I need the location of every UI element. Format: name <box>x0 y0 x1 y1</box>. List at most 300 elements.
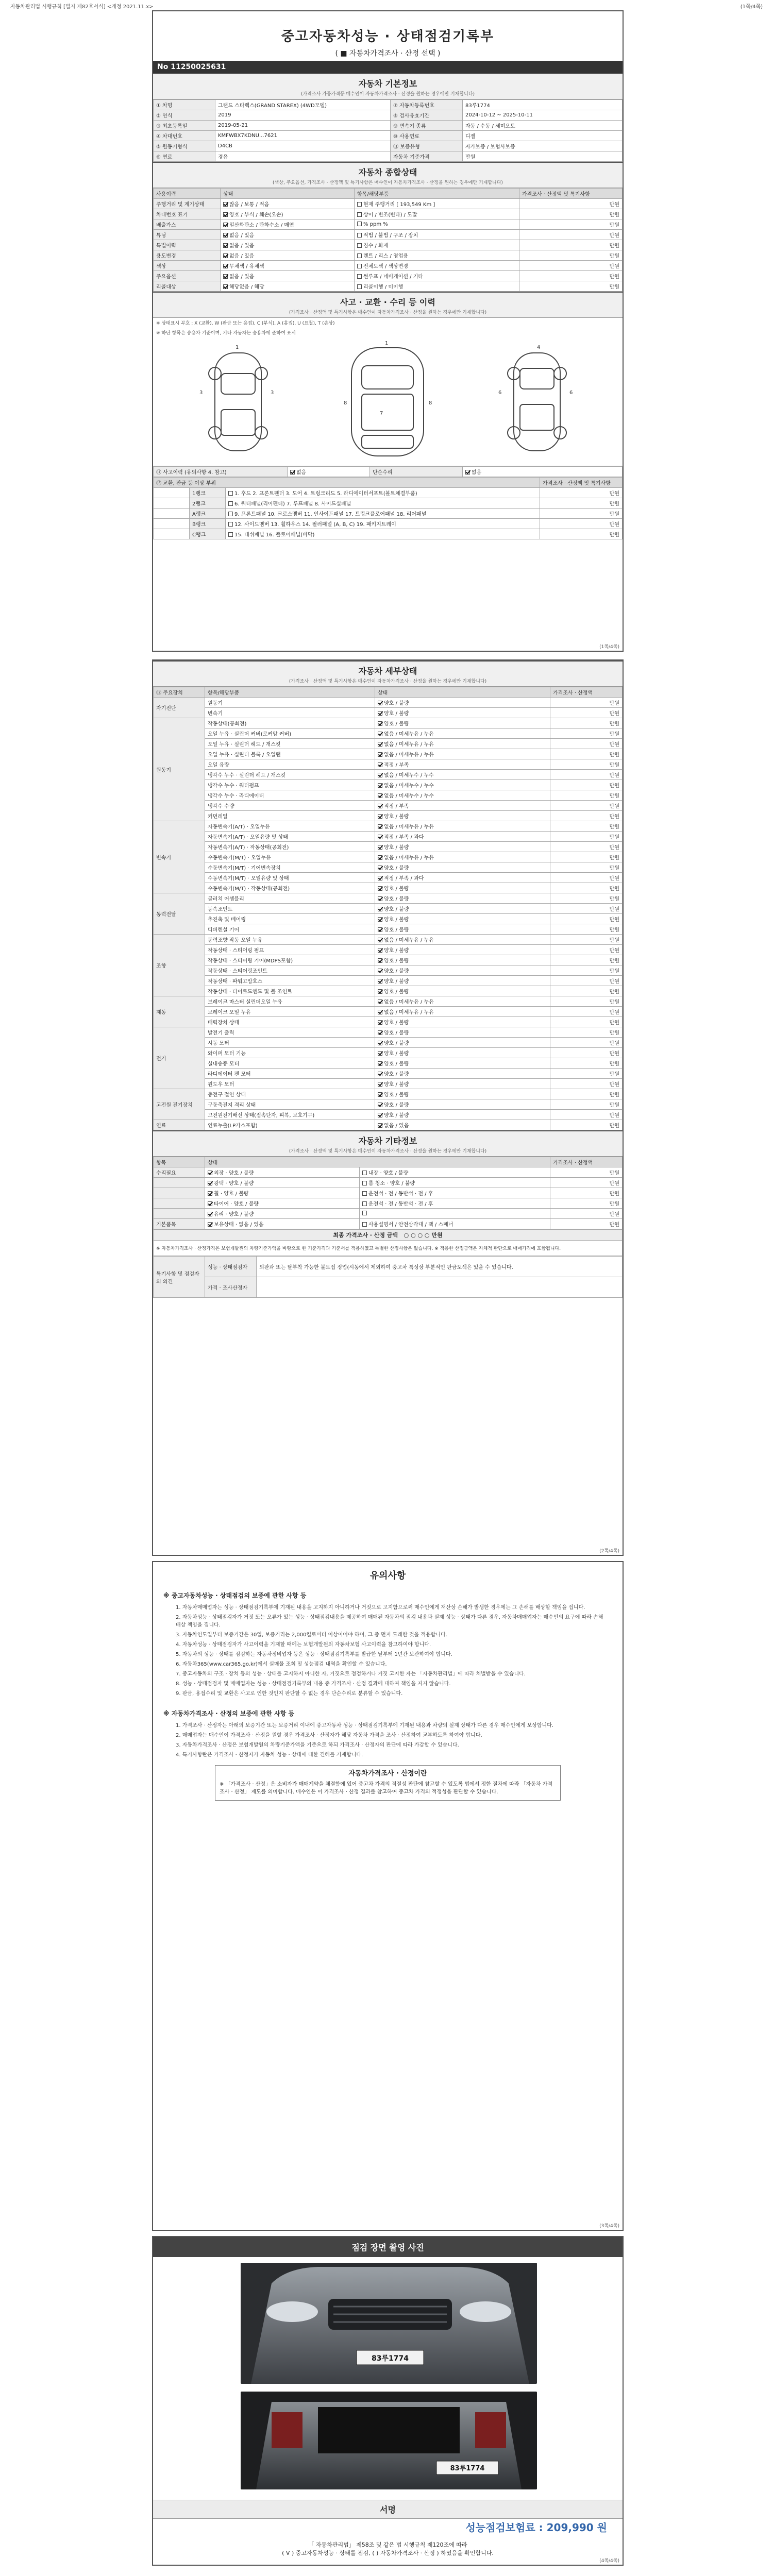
overall-row <box>154 209 623 219</box>
checkbox-icon <box>223 202 228 207</box>
detail-price: 만원 <box>550 718 623 728</box>
overall-state: 없음 / 있음 <box>221 271 355 281</box>
detail-price: 만원 <box>550 1038 623 1048</box>
detail-item: 라디에이터 팬 모터 <box>205 1069 375 1079</box>
overall-header: 상태 <box>221 189 355 199</box>
detail-row <box>154 759 623 770</box>
detail-state: 양호 / 불량 <box>375 1058 550 1069</box>
basic-value: 2019-05-21 <box>215 121 391 131</box>
rank-name: 1랭크 <box>190 488 226 498</box>
detail-item: 원동기 <box>205 698 375 708</box>
checkbox-icon <box>228 522 233 527</box>
top-line <box>10 2 763 9</box>
overall-label: 주요옵션 <box>154 271 221 281</box>
checkbox-icon <box>378 1020 382 1025</box>
etc-state-a: 광택 · 양호 / 불량 <box>205 1178 360 1188</box>
overall-detail: 적법 / 불법 / 구조 / 장치 <box>355 230 519 240</box>
detail-group: 변속기 <box>154 821 205 893</box>
detail-price: 만원 <box>550 842 623 852</box>
checkbox-icon <box>378 876 382 880</box>
detail-price: 만원 <box>550 1099 623 1110</box>
checkbox-icon <box>378 989 382 994</box>
accident-legend: ※ 상태표시 부호 : X (교환), W (판금 또는 용접), C (부식), A (흠집), U (요철), T (손상) <box>156 321 335 326</box>
detail-price: 만원 <box>550 1089 623 1099</box>
etc-group <box>154 1209 205 1219</box>
detail-price: 만원 <box>550 883 623 893</box>
notice-item: 2. 자동차성능 · 상태점검자가 거짓 또는 오류가 있는 성능 · 상태점검내용을 제공하여 매매된 자동차의 점검 내용과 실제 성능 · 상태가 다른 경우, 자동차매매업자는 매수인의 요구에 따라 손해배상 책임을 집니다. <box>176 1615 603 1628</box>
detail-price: 만원 <box>550 914 623 924</box>
detail-group: 고전원 전기장치 <box>154 1089 205 1120</box>
checkbox-icon <box>228 491 233 496</box>
fee-label: 성능점검보험료 : <box>465 2521 543 2534</box>
basic-label: ⑩ 사용연료 <box>391 131 463 141</box>
car-front-image <box>241 2263 537 2384</box>
detail-row <box>154 718 623 728</box>
detail-group: 제동 <box>154 996 205 1027</box>
detail-row <box>154 986 623 996</box>
detail-row <box>154 873 623 883</box>
page-3 <box>152 1561 624 2231</box>
checkbox-icon <box>357 274 362 279</box>
detail-item: 추진축 및 베어링 <box>205 914 375 924</box>
accident-history-value: 없음 <box>288 467 370 477</box>
detail-item: 수동변속기(M/T) · 오일유량 및 상태 <box>205 873 375 883</box>
detail-state: 없음 / 미세누유 / 누유 <box>375 739 550 749</box>
accident-history-table <box>153 466 623 477</box>
checkbox-icon <box>378 701 382 705</box>
checkbox-icon <box>223 284 228 289</box>
detail-state: 양호 / 불량 <box>375 904 550 914</box>
detail-price: 만원 <box>550 873 623 883</box>
detail-price: 만원 <box>550 1120 623 1130</box>
detail-price: 만원 <box>550 708 623 718</box>
detail-state: 양호 / 불량 <box>375 1027 550 1038</box>
detail-state: 양호 / 불량 <box>375 924 550 935</box>
accident-title: 사고 · 교환 · 수리 등 이력 <box>153 292 623 309</box>
detail-item: 실내송풍 모터 <box>205 1058 375 1069</box>
etc-header: 상태 <box>205 1157 550 1167</box>
rank-table <box>153 477 623 539</box>
checkbox-icon <box>228 532 233 537</box>
detail-state: 적정 / 부족 / 과다 <box>375 873 550 883</box>
checkbox-icon <box>378 1061 382 1066</box>
detail-group: 조향 <box>154 935 205 996</box>
etc-state-a: 외장 · 양호 / 불량 <box>205 1167 360 1178</box>
etc-group <box>154 1198 205 1209</box>
detail-state: 양호 / 불량 <box>375 708 550 718</box>
detail-price: 만원 <box>550 759 623 770</box>
rank-name: 2랭크 <box>190 498 226 509</box>
detail-title: 자동차 세부상태 <box>153 660 623 677</box>
detail-state: 없음 / 있음 <box>375 1120 550 1130</box>
detail-item: 클러치 어셈블리 <box>205 893 375 904</box>
checkbox-icon <box>378 752 382 757</box>
detail-item: 수동변속기(M/T) · 기어변속장치 <box>205 862 375 873</box>
overall-price: 만원 <box>519 240 623 250</box>
law-line-1: 「 자동차관리법」 제58조 및 같은 법 시행규칙 제120조에 따라 <box>308 2541 467 2548</box>
detail-state: 양호 / 불량 <box>375 862 550 873</box>
overall-row <box>154 230 623 240</box>
summary-table <box>153 1229 623 1256</box>
detail-item: 오일 유량 <box>205 759 375 770</box>
detail-price: 만원 <box>550 935 623 945</box>
etc-state-a: 타이어 · 양호 / 불량 <box>205 1198 360 1209</box>
basic-label: ⑧ 검사유효기간 <box>391 110 463 121</box>
detail-price: 만원 <box>550 821 623 832</box>
etc-state-b: 운전석 · 전 / 동반석 · 전 / 후 <box>360 1198 550 1209</box>
checkbox-icon <box>378 762 382 767</box>
detail-row <box>154 862 623 873</box>
overall-price: 만원 <box>519 230 623 240</box>
svg-text:1: 1 <box>385 341 389 346</box>
detail-row <box>154 976 623 986</box>
checkbox-icon <box>362 1211 367 1215</box>
checkbox-icon <box>223 274 228 279</box>
page-4-label: (4쪽/4쪽) <box>599 2558 619 2564</box>
accident-legend-2: ※ 하단 항목은 승용차 기준이며, 기타 자동차는 승용차에 준하여 표시 <box>156 331 296 336</box>
notice-item: 3. 자동차가격조사 · 산정은 보험개발원의 차량기준가액을 기준으로 하되 가격조사 · 산정자의 판단에 따라 가감할 수 있습니다. <box>176 1742 459 1748</box>
svg-text:8: 8 <box>429 400 432 406</box>
detail-group: 전기 <box>154 1027 205 1089</box>
etc-state-b: 내장 · 양호 / 불량 <box>360 1167 550 1178</box>
page-1 <box>152 10 624 652</box>
detail-price: 만원 <box>550 904 623 914</box>
checkbox-icon <box>378 732 382 736</box>
basic-label: ⑦ 자동차등록번호 <box>391 100 463 110</box>
basic-value: 2019 <box>215 110 391 121</box>
detail-state: 적정 / 부족 / 과다 <box>375 832 550 842</box>
checkbox-icon <box>208 1171 212 1175</box>
detail-item: 작동상태 · 타이로드엔드 및 볼 조인트 <box>205 986 375 996</box>
overall-price: 만원 <box>519 281 623 292</box>
detail-row <box>154 842 623 852</box>
detail-state: 양호 / 불량 <box>375 1069 550 1079</box>
checkbox-icon <box>378 1082 382 1087</box>
checkbox-icon <box>378 1010 382 1014</box>
detail-row <box>154 1058 623 1069</box>
overall-row <box>154 281 623 292</box>
detail-row <box>154 924 623 935</box>
detail-header: 항목/해당부품 <box>205 687 375 698</box>
detail-price: 만원 <box>550 955 623 965</box>
notice-sub-1: ※ 중고자동차성능 · 상태점검의 보증에 관한 사항 등 <box>163 1592 307 1599</box>
checkbox-icon <box>362 1201 367 1206</box>
checkbox-icon <box>378 845 382 850</box>
detail-row <box>154 749 623 759</box>
detail-state: 양호 / 불량 <box>375 698 550 708</box>
checkbox-icon <box>357 284 362 289</box>
checkbox-icon <box>378 1030 382 1035</box>
detail-note: (가격조사 · 산정액 및 특기사항은 매수인이 자동차가격조사 · 산정을 원하는 경우에만 기재합니다) <box>153 677 623 687</box>
rank-price: 만원 <box>540 509 623 519</box>
insurance-fee <box>465 2519 607 2534</box>
checkbox-icon <box>378 783 382 788</box>
detail-row <box>154 1099 623 1110</box>
basic-value: 자가보증 / 보험사보증 <box>463 141 623 151</box>
checkbox-icon <box>223 223 228 227</box>
overall-state: 일산화탄소 / 탄화수소 / 매연 <box>221 219 355 230</box>
etc-state-b <box>360 1209 550 1219</box>
checkbox-icon <box>378 1072 382 1076</box>
special-text: 외판과 또는 탈부착 가능한 볼트접 정업(시동에서 제외하여 중고차 특성상 부분적인 판금도색은 있을 수 있습니다. <box>257 1257 623 1277</box>
detail-state: 양호 / 불량 <box>375 914 550 924</box>
overall-label: 주행거리 및 계기상태 <box>154 199 221 209</box>
etc-title: 자동차 기타정보 <box>153 1130 623 1147</box>
etc-price: 만원 <box>550 1198 623 1209</box>
detail-price: 만원 <box>550 739 623 749</box>
basic-label: ④ 차대번호 <box>154 131 215 141</box>
overall-row <box>154 199 623 209</box>
detail-state: 양호 / 불량 <box>375 1089 550 1099</box>
etc-header: 가격조사 · 산정액 <box>550 1157 623 1167</box>
detail-price: 만원 <box>550 1007 623 1017</box>
special-sub-inspector: 성능 · 상태점검자 <box>205 1257 257 1277</box>
checkbox-icon <box>378 824 382 829</box>
rank-row <box>154 509 623 519</box>
detail-table <box>153 687 623 1130</box>
detail-state: 양호 / 불량 <box>375 1079 550 1089</box>
detail-price: 만원 <box>550 1058 623 1069</box>
detail-price: 만원 <box>550 924 623 935</box>
checkbox-icon <box>357 233 362 238</box>
summary-note: ※ 자동차가격조사 · 산정가격은 보험개발원의 차량기준가액을 바탕으로 한 기준가격과 기준서를 적용하였고 특별한 산정사항은 없습니다. ※ 적용한 산정금액은 자체적 판단으로 매매가격에 포함됩니다. <box>154 1241 623 1256</box>
checkbox-icon <box>378 979 382 984</box>
accident-history-label: ⑭ 사고이력 (유의사항 4. 참고) <box>154 467 288 477</box>
detail-state: 양호 / 불량 <box>375 842 550 852</box>
notice-title: 유의사항 <box>369 1570 406 1581</box>
detail-price: 만원 <box>550 1017 623 1027</box>
basic-value: 디젤 <box>463 131 623 141</box>
overall-price: 만원 <box>519 261 623 271</box>
detail-item: 냉각수 수량 <box>205 801 375 811</box>
basic-row <box>154 151 623 162</box>
detail-row <box>154 965 623 976</box>
overall-detail: 현재 주행거리 [ 193,549 Km ] <box>355 199 519 209</box>
svg-text:1: 1 <box>236 345 239 350</box>
price-label: 가격조사 · 산정액 및 특기사항 <box>540 478 623 488</box>
rear-plate: 83루1774 <box>450 2465 485 2472</box>
etc-row <box>154 1209 623 1219</box>
detail-item: 브레이크 오일 누유 <box>205 1007 375 1017</box>
etc-price: 만원 <box>550 1167 623 1178</box>
detail-item: 냉각수 누수 · 라디에이터 <box>205 790 375 801</box>
notice-box-title: 자동차가격조사 · 산정이란 <box>348 1770 427 1777</box>
checkbox-icon <box>378 938 382 942</box>
checkbox-icon <box>208 1212 212 1216</box>
checkbox-icon <box>378 866 382 870</box>
basic-row <box>154 131 623 141</box>
checkbox-icon <box>208 1222 212 1227</box>
etc-note: (가격조사 · 산정액 및 특기사항은 매수인이 자동차가격조사 · 산정을 원하는 경우에만 기재합니다) <box>153 1147 623 1157</box>
detail-row <box>154 1089 623 1099</box>
detail-row <box>154 832 623 842</box>
special-table <box>153 1256 623 1298</box>
detail-item: 수동변속기(M/T) · 오일누유 <box>205 852 375 862</box>
checkbox-icon <box>223 253 228 258</box>
summary-value: ○ ○ ○ ○ 만원 <box>404 1232 443 1239</box>
checkbox-icon <box>357 222 362 226</box>
etc-table <box>153 1157 623 1229</box>
detail-item: 냉각수 누수 · 워터펌프 <box>205 780 375 790</box>
overall-label: 리콜대상 <box>154 281 221 292</box>
overall-state: 많음 / 보통 / 적음 <box>221 199 355 209</box>
overall-label: 튜닝 <box>154 230 221 240</box>
checkbox-icon <box>208 1191 212 1196</box>
car-damage-diagram <box>153 337 623 466</box>
rank-row <box>154 519 623 529</box>
overall-price: 만원 <box>519 199 623 209</box>
checkbox-icon <box>378 1092 382 1097</box>
rank-spacer <box>154 509 190 519</box>
notice-item: 1. 자동차매매업자는 성능 · 상태점검기록부에 기재된 내용을 고지하지 아니하거나 거짓으로 고지함으로써 매수인에게 재산상 손해가 발생한 경우에는 그 손해를 배상할 책임을 집니다. <box>176 1605 585 1611</box>
car-rear-image <box>241 2392 537 2489</box>
special-sub-price: 가격 · 조사산정자 <box>205 1277 257 1298</box>
detail-item: 브레이크 마스터 실린더오일 누유 <box>205 996 375 1007</box>
detail-price: 만원 <box>550 893 623 904</box>
etc-price: 만원 <box>550 1209 623 1219</box>
fee-value: 209,990 원 <box>546 2521 607 2534</box>
detail-state: 양호 / 불량 <box>375 893 550 904</box>
notice-sub-2: ※ 자동차가격조사 · 산정의 보증에 관한 사항 등 <box>163 1710 295 1717</box>
overall-price: 만원 <box>519 219 623 230</box>
detail-price: 만원 <box>550 832 623 842</box>
detail-price: 만원 <box>550 986 623 996</box>
etc-state-a: 보유상태 · 없음 / 있음 <box>205 1219 360 1229</box>
svg-text:3: 3 <box>199 390 203 396</box>
detail-item: 자동변속기(A/T) · 작동상태(공회전) <box>205 842 375 852</box>
basic-row <box>154 141 623 151</box>
special-label: 특기사항 및 점검자의 의견 <box>154 1257 205 1298</box>
front-photo <box>241 2263 537 2384</box>
detail-price: 만원 <box>550 790 623 801</box>
detail-item: 충전구 절연 상태 <box>205 1089 375 1099</box>
detail-row <box>154 780 623 790</box>
detail-price: 만원 <box>550 965 623 976</box>
overall-title: 자동차 종합상태 <box>153 162 623 179</box>
rank-spacer <box>154 488 190 498</box>
notice-box <box>215 1765 561 1801</box>
checkbox-icon <box>378 793 382 798</box>
overall-label: 차대번호 표기 <box>154 209 221 219</box>
overall-detail: 썬루프 / 네비게이션 / 기타 <box>355 271 519 281</box>
etc-group: 기본품목 <box>154 1219 205 1229</box>
detail-state: 양호 / 불량 <box>375 1110 550 1120</box>
checkbox-icon <box>208 1201 212 1206</box>
rank-items: 6. 쿼터패널(리어펜더) 7. 루프패널 8. 사이드실패널 <box>226 498 540 509</box>
etc-state-a: 휠 · 양호 / 불량 <box>205 1188 360 1198</box>
detail-item: 윈도우 모터 <box>205 1079 375 1089</box>
notice-box-text: ※ 「가격조사 · 산정」은 소비자가 매매계약을 체결함에 있어 중고차 가격의 적절성 판단에 참고할 수 있도록 법에서 정한 절차에 따라 「자동차 가격조사 · 산정」 제도를 의미합니다. 매수인은 이 가격조사 · 산정 결과를 참고하여 중고차 가격의 적정성을 판단할 수 있습니다. <box>220 1782 553 1795</box>
detail-item: 구동축전지 격리 상태 <box>205 1099 375 1110</box>
overall-state: 해당없음 / 해당 <box>221 281 355 292</box>
notice-item: 8. 성능 · 상태점검자 및 매매업자는 성능 · 상태점검기록부의 내용 중 가격조사 · 산정 결과에 대하여 책임을 지지 않습니다. <box>176 1681 451 1687</box>
detail-row <box>154 728 623 739</box>
checkbox-icon <box>378 1051 382 1056</box>
overall-label: 배출가스 <box>154 219 221 230</box>
detail-row <box>154 893 623 904</box>
detail-price: 만원 <box>550 1079 623 1089</box>
overall-label: 특별이력 <box>154 240 221 250</box>
overall-header: 가격조사 · 산정액 및 특기사항 <box>519 189 623 199</box>
basic-value: 2024-10-12 ~ 2025-10-11 <box>463 110 623 121</box>
detail-price: 만원 <box>550 801 623 811</box>
overall-detail: 상이 / 변조(변타) / 도말 <box>355 209 519 219</box>
accident-note: (가격조사 · 산정액 및 특기사항은 매수인이 자동차가격조사 · 산정을 원하는 경우에만 기재합니다) <box>153 309 623 318</box>
detail-header: 상태 <box>375 687 550 698</box>
detail-item: 디퍼렌셜 기어 <box>205 924 375 935</box>
basic-row <box>154 121 623 131</box>
detail-state: 적정 / 부족 <box>375 759 550 770</box>
detail-price: 만원 <box>550 852 623 862</box>
etc-row <box>154 1188 623 1198</box>
detail-row <box>154 904 623 914</box>
detail-item: 배력장치 상태 <box>205 1017 375 1027</box>
checkbox-icon <box>378 742 382 747</box>
detail-row <box>154 821 623 832</box>
overall-detail: 리콜이행 / 미이행 <box>355 281 519 292</box>
detail-row <box>154 739 623 749</box>
overall-state: 없음 / 있음 <box>221 240 355 250</box>
checkbox-icon <box>223 233 228 238</box>
detail-price: 만원 <box>550 811 623 821</box>
basic-label: ③ 최초등록일 <box>154 121 215 131</box>
detail-row <box>154 996 623 1007</box>
detail-row <box>154 770 623 780</box>
overall-detail: 침수 / 화재 <box>355 240 519 250</box>
detail-row <box>154 698 623 708</box>
rank-price: 만원 <box>540 488 623 498</box>
detail-state: 양호 / 불량 <box>375 1017 550 1027</box>
overall-detail: 렌트 / 리스 / 영업용 <box>355 250 519 261</box>
detail-price: 만원 <box>550 698 623 708</box>
notice-item: 4. 자동차성능 · 상태점검자가 사고이력을 기재할 때에는 보험개발원의 자동차보험 사고이력을 참고하여야 합니다. <box>176 1642 431 1648</box>
checkbox-icon <box>357 212 362 217</box>
detail-item: 작동상태 · 파워고압호스 <box>205 976 375 986</box>
overall-row <box>154 219 623 230</box>
detail-state: 양호 / 불량 <box>375 718 550 728</box>
notice-list-1 <box>153 1603 623 1699</box>
detail-row <box>154 852 623 862</box>
svg-text:7: 7 <box>380 411 383 416</box>
etc-state-b: 룸 청소 · 양호 / 불량 <box>360 1178 550 1188</box>
notice-item: 6. 자동차365(www.car365.go.kr)에서 실매물 조회 및 성능점검 내역을 확인할 수 있습니다. <box>176 1662 387 1667</box>
page-3-label: (3쪽/4쪽) <box>599 2224 619 2229</box>
overall-price: 만원 <box>519 250 623 261</box>
detail-item: 연료누출(LP가스포함) <box>205 1120 375 1130</box>
photo-section-title: 점검 장면 촬영 사진 <box>153 2237 623 2257</box>
svg-text:8: 8 <box>344 400 347 406</box>
detail-item: 시동 모터 <box>205 1038 375 1048</box>
detail-state: 양호 / 불량 <box>375 883 550 893</box>
overall-state: 양호 / 부식 / 훼손(오손) <box>221 209 355 219</box>
rank-name: B랭크 <box>190 519 226 529</box>
detail-row <box>154 1110 623 1120</box>
detail-state: 양호 / 불량 <box>375 976 550 986</box>
checkbox-icon <box>378 721 382 726</box>
detail-row <box>154 1048 623 1058</box>
checkbox-icon <box>357 243 362 248</box>
detail-price: 만원 <box>550 1110 623 1120</box>
overall-header: 항목/해당부품 <box>355 189 519 199</box>
overall-header: 사용이력 <box>154 189 221 199</box>
rank-items: 1. 후드 2. 프론트펜더 3. 도어 4. 트렁크리드 5. 라디에이터서포트(볼트체결부품) <box>226 488 540 498</box>
checkbox-icon <box>378 958 382 963</box>
basic-label: ⑤ 원동기형식 <box>154 141 215 151</box>
checkbox-icon <box>378 1113 382 1117</box>
detail-item: 작동상태(공회전) <box>205 718 375 728</box>
overall-state: 없음 / 있음 <box>221 230 355 240</box>
rank-price: 만원 <box>540 519 623 529</box>
